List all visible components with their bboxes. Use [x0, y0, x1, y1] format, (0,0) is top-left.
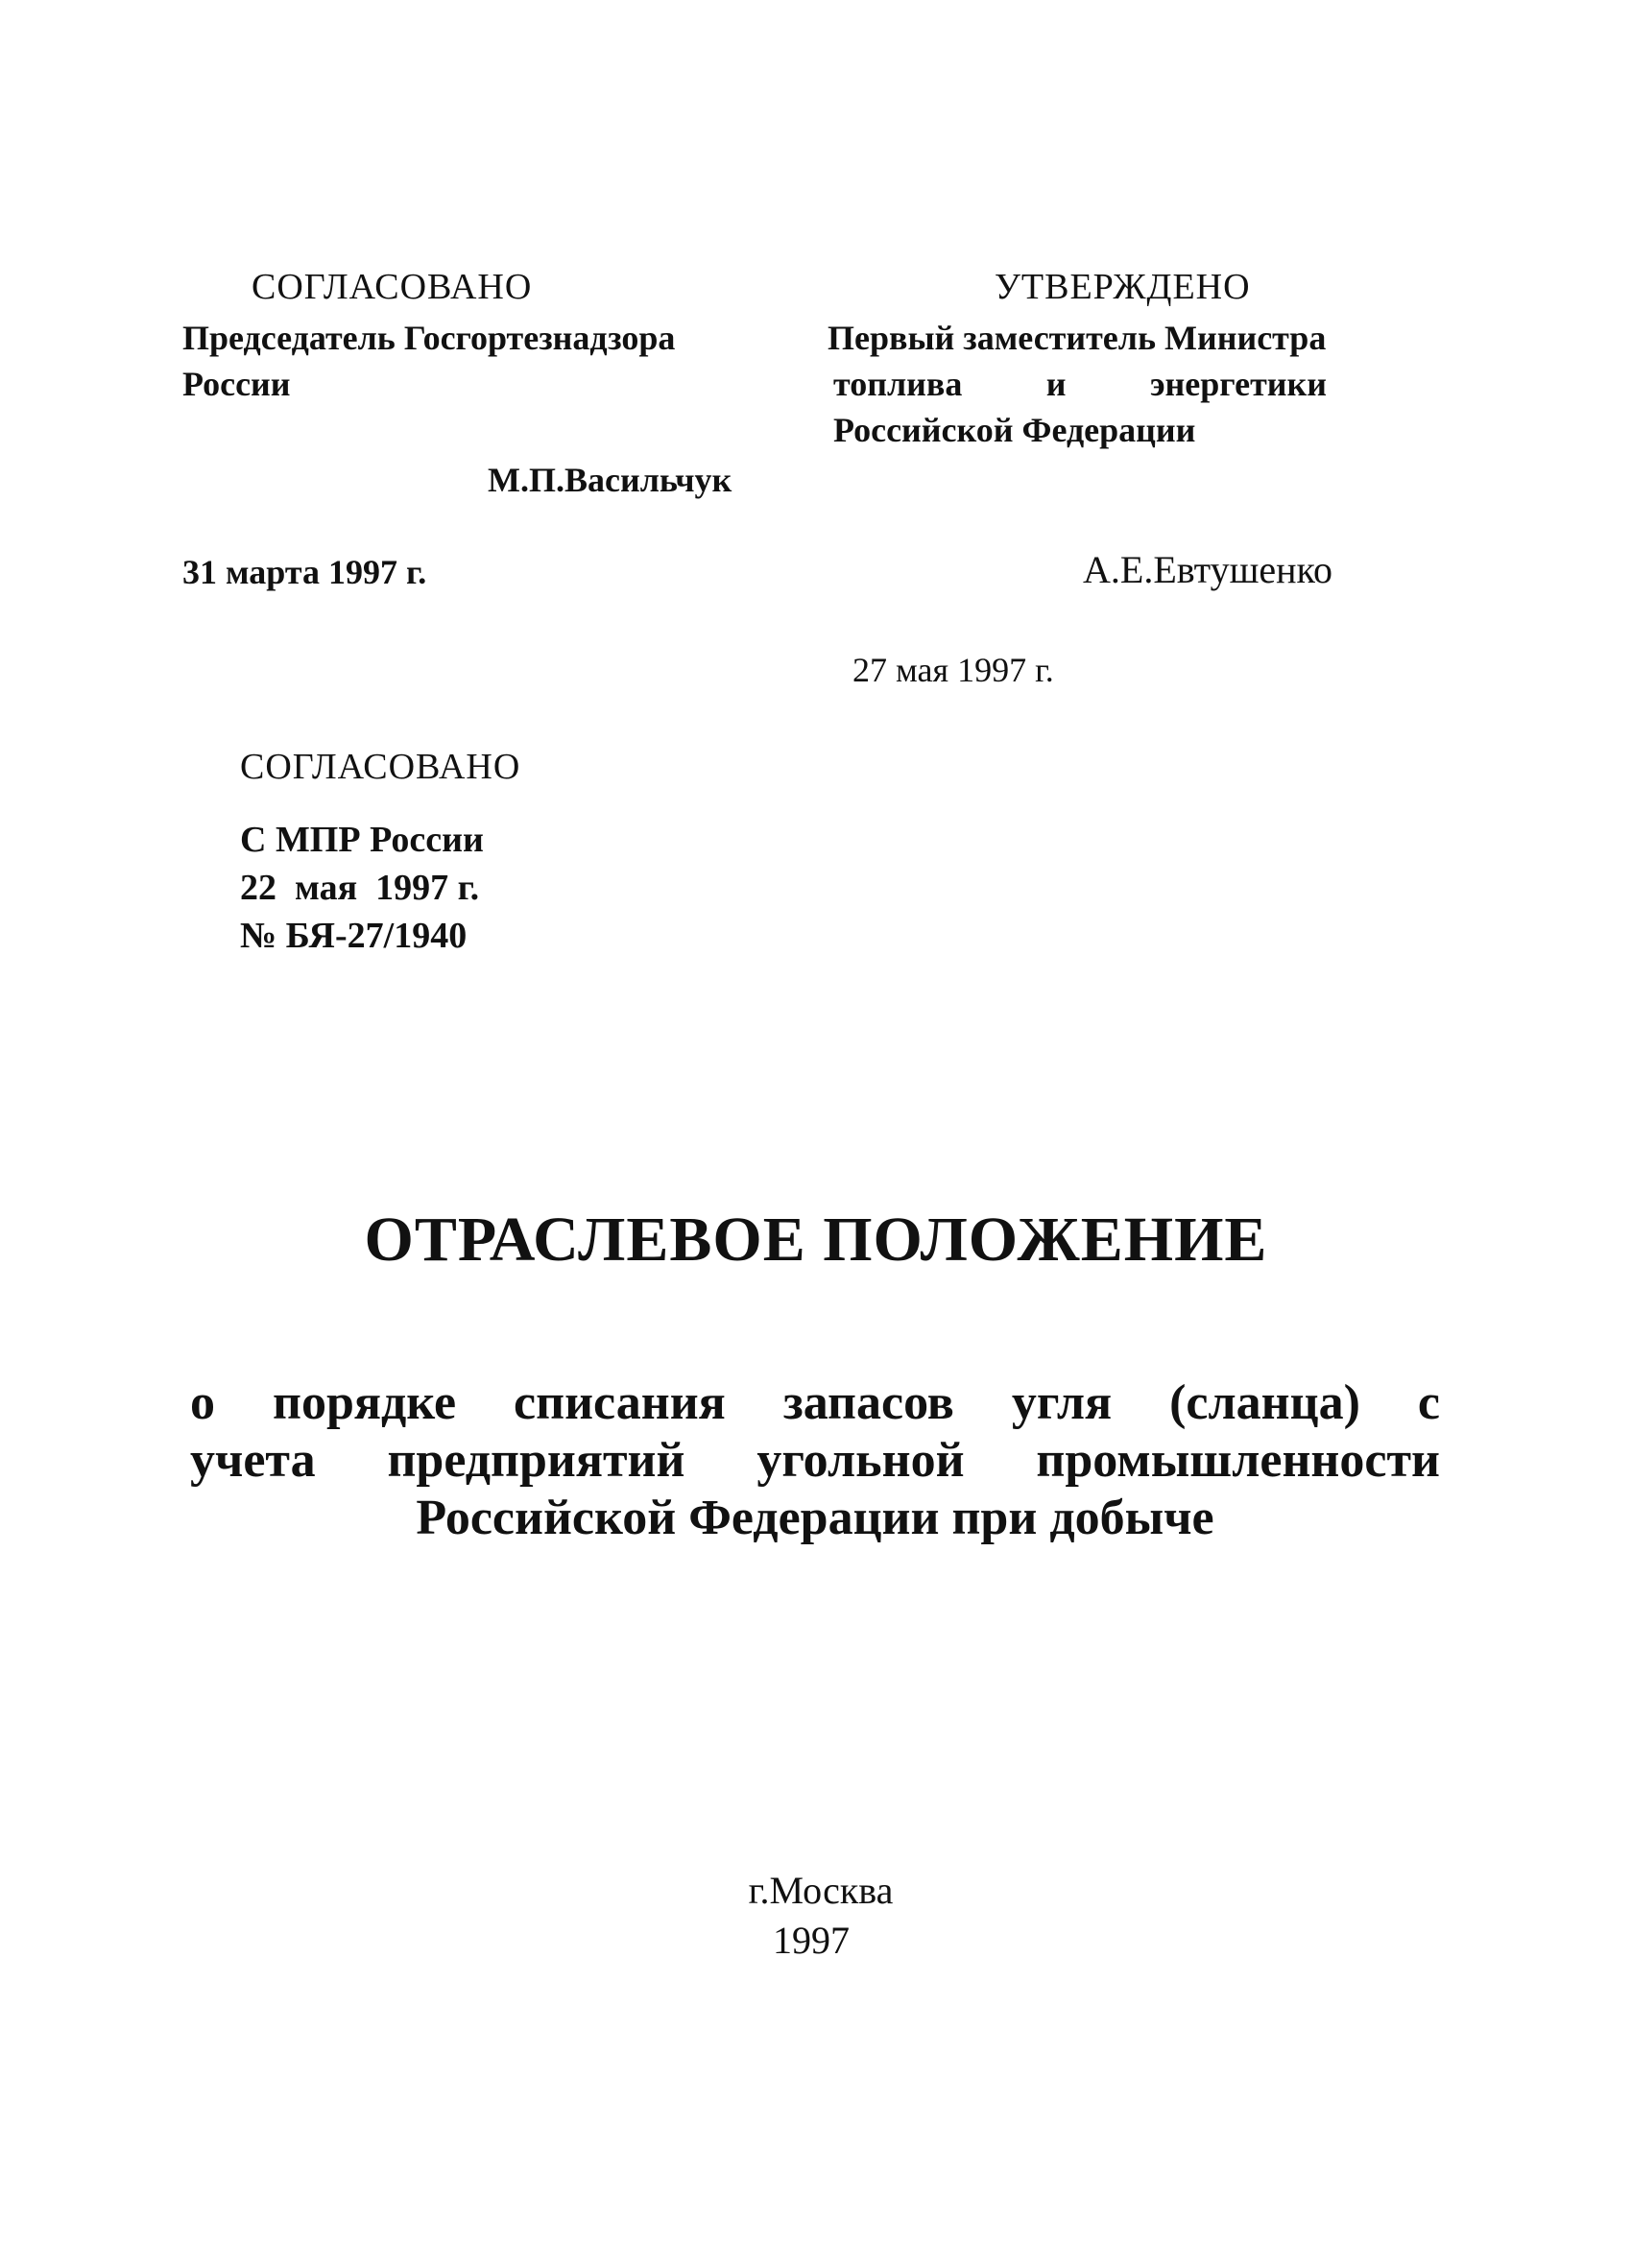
right-approval-header: УТВЕРЖДЕНО	[995, 267, 1251, 307]
right-approval-signer: А.Е.Евтушенко	[1083, 548, 1332, 591]
subtitle-word: (сланца)	[1169, 1375, 1360, 1430]
subtitle-word: предприятий	[387, 1433, 685, 1488]
left-approval-date: 31 марта 1997 г.	[182, 553, 427, 591]
second-approval-line3: № БЯ-27/1940	[240, 916, 468, 956]
right-approval-date: 27 мая 1997 г.	[852, 651, 1054, 689]
second-approval-line2: 22 мая 1997 г.	[240, 868, 480, 908]
left-approval-signer: М.П.Васильчук	[488, 461, 732, 499]
second-approval-header: СОГЛАСОВАНО	[240, 747, 521, 787]
left-approval-position-line2: России	[182, 365, 291, 403]
footer-year: 1997	[773, 1919, 850, 1962]
subtitle-word: с	[1417, 1375, 1440, 1430]
subtitle-word: учета	[190, 1433, 316, 1488]
subtitle-line-3	[190, 1490, 1440, 1547]
second-approval-line1: С МПР России	[240, 820, 484, 860]
right-approval-position-line3: Российской Федерации	[833, 411, 1196, 449]
position-word: и	[1045, 365, 1067, 403]
subtitle-word: угля	[1011, 1375, 1113, 1430]
subtitle-line-2	[190, 1432, 1440, 1490]
subtitle-word: о	[190, 1375, 215, 1430]
position-word: энергетики	[1149, 365, 1327, 403]
document-subtitle	[190, 1374, 1440, 1547]
subtitle-word: списания	[514, 1375, 726, 1430]
left-approval-header: СОГЛАСОВАНО	[252, 267, 533, 307]
footer-city: г.Москва	[748, 1869, 894, 1912]
position-word: топлива	[833, 365, 963, 403]
subtitle-word: угольной	[756, 1433, 965, 1488]
right-approval-position-line1: Первый заместитель Министра	[828, 319, 1327, 357]
subtitle-word: промышленности	[1036, 1433, 1440, 1488]
right-approval-position-line2	[833, 367, 1327, 401]
document-footer	[0, 1866, 1632, 1966]
subtitle-word: порядке	[272, 1375, 457, 1430]
document-title: ОТРАСЛЕВОЕ ПОЛОЖЕНИЕ	[364, 1205, 1268, 1275]
subtitle-line-1	[190, 1374, 1440, 1432]
left-approval-position-line1: Председатель Госгортезнадзора	[182, 319, 676, 357]
subtitle-line-3-text: Российской Федерации при добыче	[416, 1491, 1214, 1545]
subtitle-word: запасов	[782, 1375, 954, 1430]
